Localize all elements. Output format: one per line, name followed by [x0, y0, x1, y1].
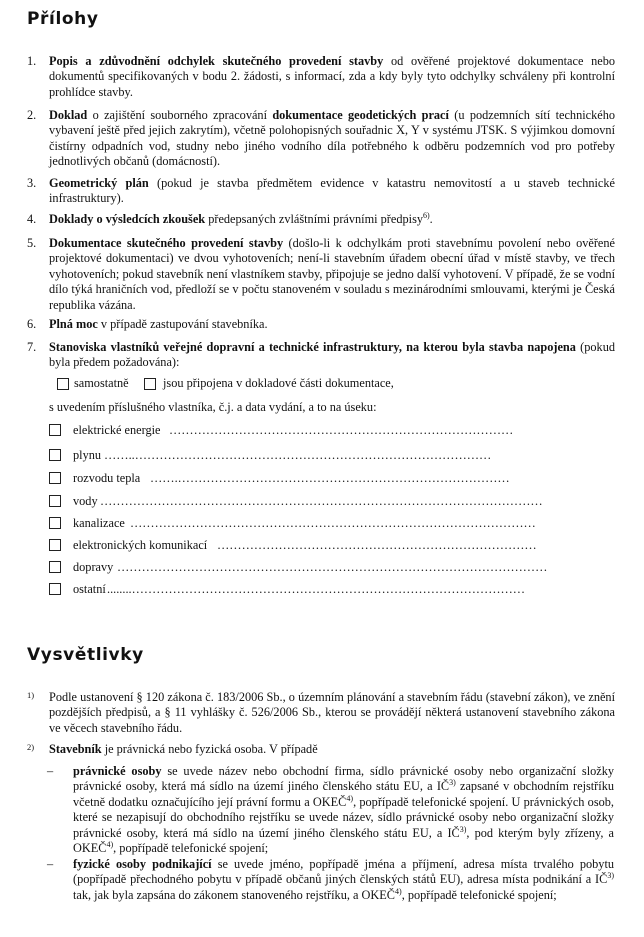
footnote-ref: 6)	[423, 210, 430, 220]
fill-in-line[interactable]: ………………………………………………………………………………………	[130, 516, 536, 530]
sector-label: kanalizace	[73, 516, 125, 530]
description-text: , pod kterým byly zřízeny, a OKEČ	[73, 825, 615, 856]
term: Stavebník	[49, 742, 102, 756]
item-text: (došlo-li k odchylkám proti stavebnímu povolení nebo ověřené projektové dokumentaci) ve dvou vyhotoveních; není-li stavebním úřadem obecní úřad v místě stavby, ve třech vyhotoveních; pokud stavebník není vlastníkem stavby, připojuje se jedno další vyhotovení. V případě, že se vodní dílo týká hraničních vod, předloží se v počtu stanoveném v souladu s mezinárodními smlouvami, kterými je Česká republika vázána.	[49, 236, 615, 312]
sector-row-other	[49, 582, 609, 598]
sector-row-electricity	[49, 423, 609, 439]
checkbox-gas[interactable]	[49, 449, 61, 461]
fill-in-line[interactable]: ……………………………………………………………………………………………	[117, 560, 548, 574]
section-title-explanations: Vysvětlivky	[27, 645, 144, 665]
list-dash: –	[47, 857, 54, 871]
section-title-attachments: Přílohy	[27, 9, 99, 29]
fill-in-line[interactable]: ……………………………………………………………………	[217, 538, 537, 552]
item-number: 2.	[27, 108, 37, 122]
item-text-end: .	[429, 212, 433, 226]
checkbox-transport[interactable]	[49, 561, 61, 573]
item-text: (u podzemních sítí technického vybavení ještě před jejich zakrytím), včetně polohopisných souřadnic X, Y v systému JTSK. S výjimkou domovní čistírny odpadních vod, studny nebo jiného vodního díla potřebného k odběru podzemních vod pro potřeby jednotlivých občanů (domácností).	[49, 108, 615, 169]
checkbox-attached[interactable]	[144, 378, 156, 390]
fill-in-line[interactable]: ………………………………………………………………………………………………	[100, 494, 543, 508]
item-number: 5.	[27, 236, 37, 250]
footnote-ref: 4)	[106, 839, 114, 849]
sector-label: ostatní	[73, 582, 106, 596]
term: právnické osoby	[73, 764, 162, 778]
attachment-item-5	[49, 236, 615, 313]
sector-row-water	[49, 494, 609, 510]
description-text: se uvede jméno, popřípadě jména a příjmení, adresa místa trvalého pobytu (popřípadě přechodného pobytu v případě občanů jiných členských států EU), adresa místa podnikání a IČ	[73, 857, 615, 887]
fill-in-line[interactable]: ……..……………………………………………………………………………	[104, 448, 492, 462]
fill-in-line[interactable]: …….………………………………………………………………………	[150, 471, 510, 485]
footnote-ref: 4)	[346, 793, 354, 803]
footnote-2	[49, 742, 615, 757]
footnote-mark: 1)	[27, 690, 35, 700]
item-heading: Doklad	[49, 108, 88, 122]
sector-row-heating	[49, 471, 609, 487]
item-heading: Stanoviska vlastníků veřejné dopravní a technické infrastruktury, na kterou byla stavba napojena	[49, 340, 576, 354]
checkbox-heating[interactable]	[49, 472, 61, 484]
sector-label: dopravy	[73, 560, 114, 574]
sector-label: rozvodu tepla	[73, 471, 141, 485]
description-text: se uvede název nebo obchodní firma, sídlo právnické osoby nebo organizační složky právnické osoby, která má sídlo na území jiného členského státu EU, a IČ	[73, 764, 615, 794]
footnote-text: je právnická nebo fyzická osoba. V případě	[101, 742, 318, 756]
footnote-1: Podle ustanovení § 120 zákona č. 183/2006 Sb., o územním plánování a stavebním řádu (stavební zákon), ve znění pozdějších předpisů, a § 11 vyhlášky č. 526/2006 Sb., kterou se provádějí některá ustanovení stavebního zákona ve věcech stavebního řádu.	[49, 690, 615, 735]
legal-entity-description	[73, 764, 614, 856]
sector-label: elektronických komunikací	[73, 538, 208, 552]
attachment-item-6	[49, 317, 615, 332]
fill-in-line[interactable]: ........……………………………………………………………………………………	[107, 582, 526, 596]
item-heading: Plná moc	[49, 317, 98, 331]
checkbox-sewerage[interactable]	[49, 517, 61, 529]
attachment-item-2	[49, 108, 615, 170]
footnote-ref: 3)	[607, 871, 614, 881]
fill-in-line[interactable]: …………………………………………………………………………	[169, 423, 514, 437]
item-number: 6.	[27, 317, 37, 331]
item-text: (pokud je stavba předmětem evidence v katastru nemovitostí a u staveb technické infrastruktury).	[49, 176, 615, 206]
item-heading: Popis a zdůvodnění odchylek skutečného provedení stavby	[49, 54, 384, 68]
attachment-item-4	[49, 212, 615, 227]
sector-row-gas	[49, 448, 609, 464]
item-number: 4.	[27, 212, 37, 226]
sector-label: elektrické energie	[73, 423, 161, 437]
checkbox-electricity[interactable]	[49, 424, 61, 436]
option-attached-label: jsou připojena v dokladové části dokumentace,	[163, 376, 394, 390]
item-heading: Geometrický plán	[49, 176, 149, 190]
description-text: , popřípadě telefonické spojení;	[401, 887, 557, 902]
attachment-item-3	[49, 176, 615, 207]
footnote-mark: 2)	[27, 742, 35, 752]
item-number: 7.	[27, 340, 37, 354]
description-text: tak, jak byla zapsána do zákonem stanoveného rejstříku, a OKEČ	[73, 887, 396, 902]
description-text: zapsané v obchodním rejstříku včetně dodatku označujícího její právní formu a OKEČ	[73, 779, 614, 809]
footnote-ref: 3)	[449, 778, 456, 788]
description-text: , popřípadě telefonické spojení. U právnických osob, které se nezapisují do obchodního rejstříku se uvede název, sídlo právnické osoby nebo organizační složky právnické osoby, která má sídlo na území jiného členského státu EU, a IČ	[73, 794, 614, 840]
option-separately-label: samostatně	[74, 376, 129, 390]
sector-row-telecom	[49, 538, 609, 554]
checkbox-separately[interactable]	[57, 378, 69, 390]
checkbox-telecom[interactable]	[49, 539, 61, 551]
item-number: 1.	[27, 54, 37, 68]
item-text: v případě zastupování stavebníka.	[97, 317, 268, 331]
attachment-item-7	[49, 340, 615, 371]
description-text: , popřípadě telefonické spojení;	[113, 841, 269, 856]
list-dash: –	[47, 764, 54, 778]
item-text: předepsaných zvláštními právními předpisy	[205, 212, 423, 226]
item-number: 3.	[27, 176, 37, 190]
sector-row-sewerage	[49, 516, 609, 532]
footnote-ref: 4)	[395, 886, 402, 896]
attachment-item-1	[49, 54, 615, 100]
sector-label: vody	[73, 494, 98, 508]
item-text: (pokud byla předem požadována):	[49, 340, 615, 370]
sector-label: plynu	[73, 448, 102, 462]
checkbox-water[interactable]	[49, 495, 61, 507]
footnote-ref: 3)	[459, 824, 467, 834]
item-heading-2: dokumentace geodetických prací	[272, 108, 449, 122]
checkbox-other[interactable]	[49, 583, 61, 595]
item-heading: Doklady o výsledcích zkoušek	[49, 212, 206, 226]
item-text: od ověřené projektové dokumentace nebo dokumentů specifikovaných v bodu 2. žádosti, s informací, zda a kdy byly tyto odchylky schváleny při kontrolní prohlídce stavby.	[49, 54, 615, 99]
item-text: o zajištění souborného zpracování	[87, 108, 273, 122]
term: fyzické osoby podnikající	[73, 857, 212, 871]
natural-person-description	[73, 857, 614, 903]
item-heading: Dokumentace skutečného provedení stavby	[49, 236, 284, 250]
sector-row-transport	[49, 560, 609, 576]
owner-note: s uvedením příslušného vlastníka, č.j. a data vydání, a to na úseku:	[49, 400, 377, 414]
